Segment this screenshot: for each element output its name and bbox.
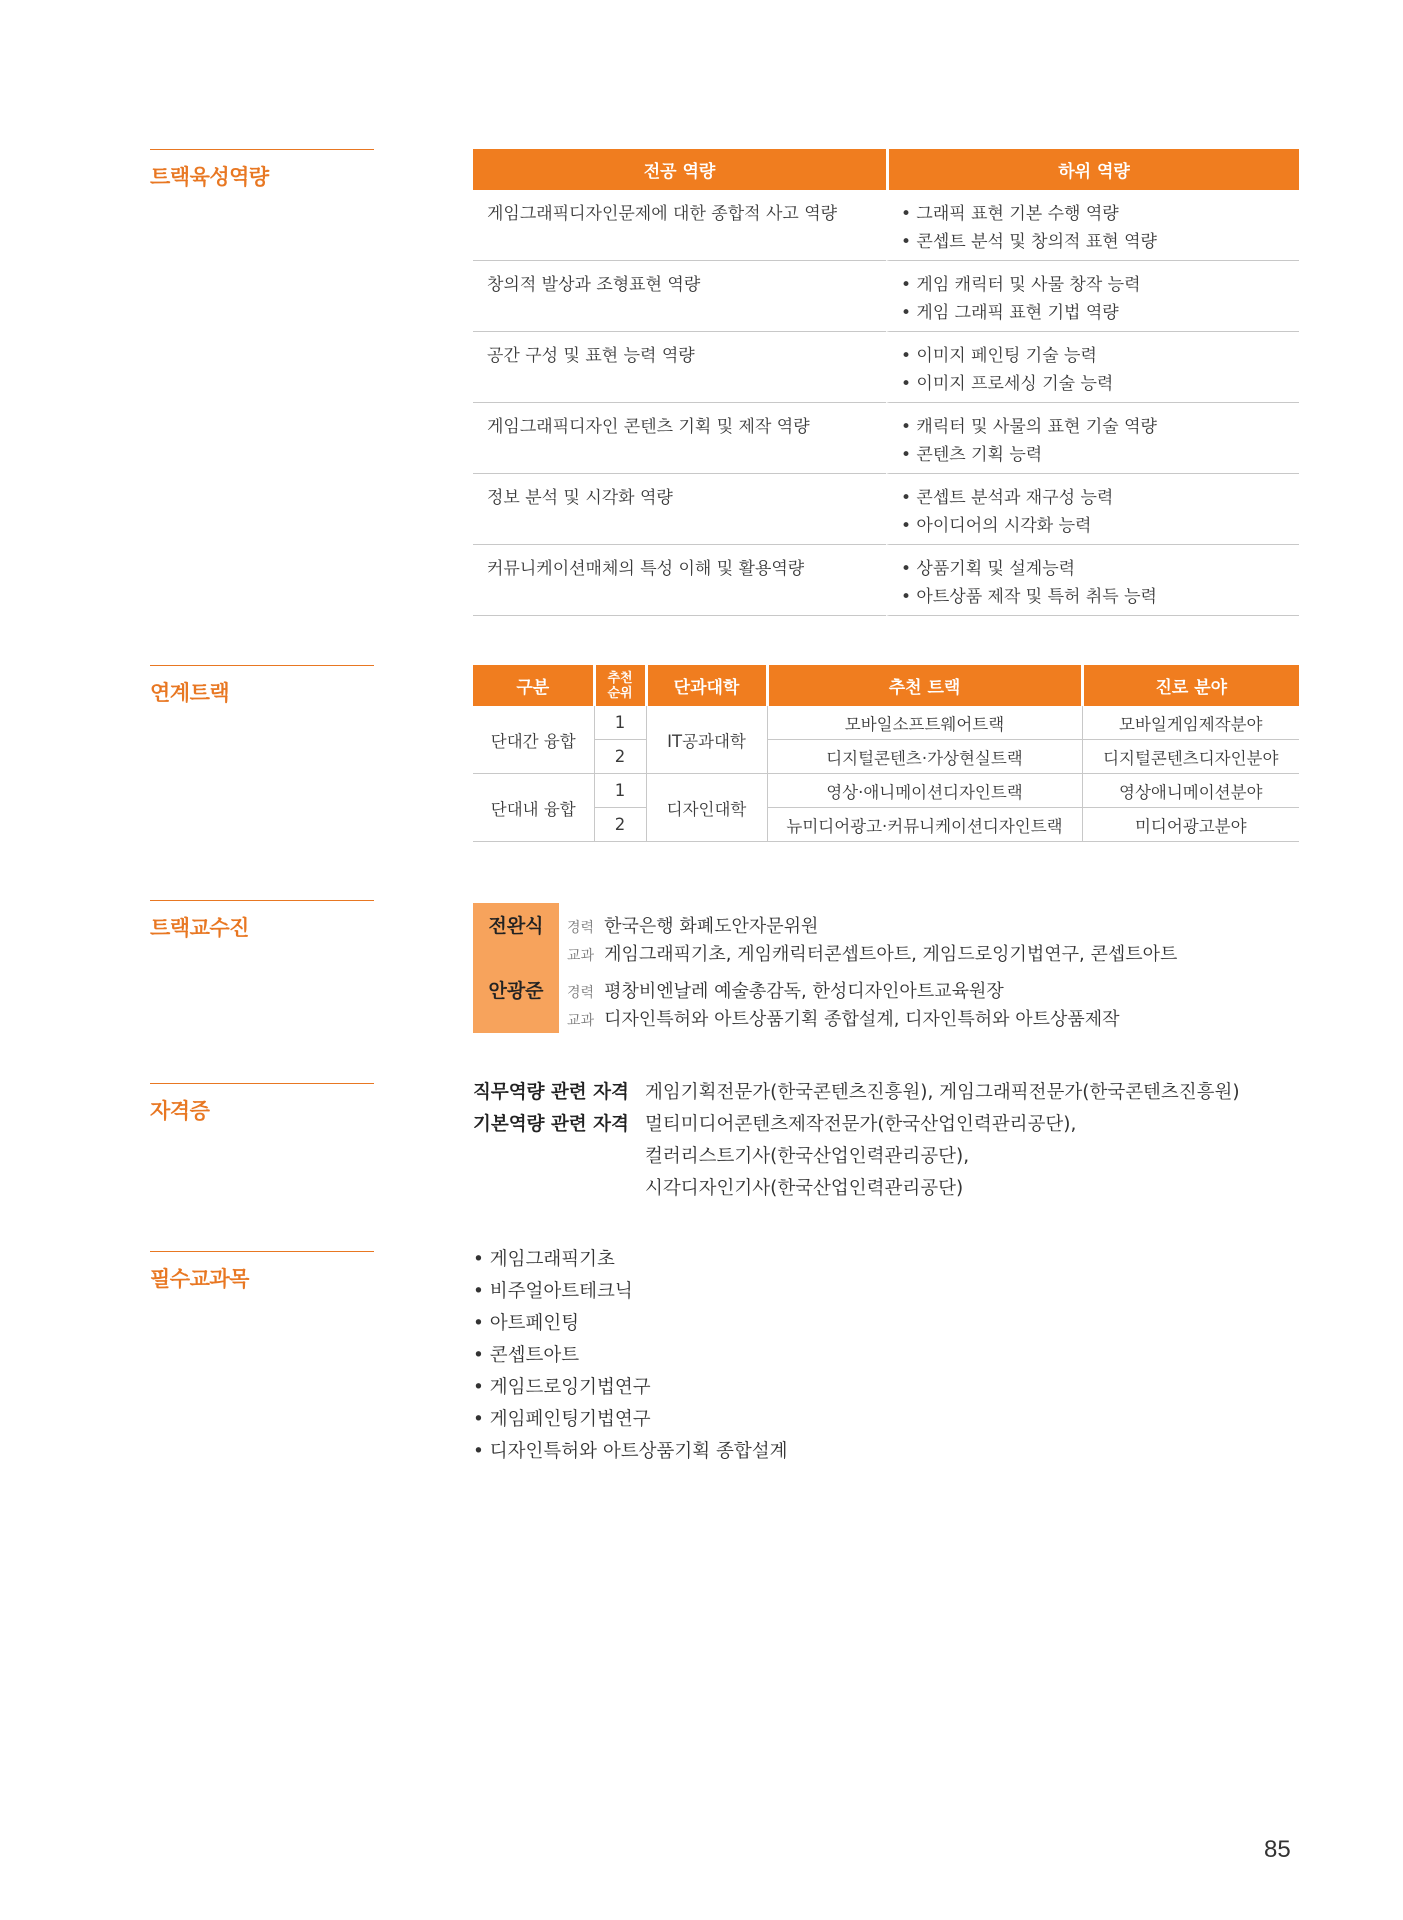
page-number: 85 <box>1264 1836 1291 1863</box>
sub-competency-item: • 콘텐츠 기획 능력 <box>901 445 1043 465</box>
track-name: 영상·애니메이션디자인트랙 <box>767 774 1082 808</box>
sub-competency-item: • 콘셉트 분석 및 창의적 표현 역량 <box>901 232 1157 252</box>
basic-certificate-value: 멀티미디어콘텐츠제작전문가(한국산업인력관리공단), <box>645 1114 1077 1135</box>
track-name: 디지털콘텐츠·가상현실트랙 <box>767 740 1082 774</box>
faculty-career-line <box>567 977 1004 1003</box>
certificate-block <box>473 1078 1299 1208</box>
header-career-field: 진로 분야 <box>1082 665 1299 706</box>
job-certificate-label: 직무역량 관련 자격 <box>473 1082 629 1103</box>
rank: 1 <box>594 706 646 740</box>
sub-competency-item: • 캐릭터 및 사물의 표현 기술 역량 <box>901 417 1157 437</box>
sub-competency <box>886 545 1299 616</box>
fusion-type: 단대간 융합 <box>473 706 594 774</box>
faculty-name: 안광준 <box>488 980 544 1002</box>
section-title-required-courses: 필수교과목 <box>150 1251 374 1293</box>
rank: 2 <box>594 808 646 842</box>
table-row <box>473 261 1299 332</box>
header-major-competency: 전공 역량 <box>473 149 886 190</box>
competency-header-row <box>473 149 1299 190</box>
sub-competency <box>886 474 1299 545</box>
list-item: • 콘셉트아트 <box>473 1345 580 1366</box>
required-course-list <box>473 1244 1299 1468</box>
linked-header-row <box>473 665 1299 706</box>
track-name: 뉴미디어광고·커뮤니케이션디자인트랙 <box>767 808 1082 842</box>
header-type: 구분 <box>473 665 594 706</box>
competency-table-wrap <box>473 149 1299 616</box>
header-rank <box>594 665 646 706</box>
table-row <box>473 403 1299 474</box>
job-certificate-row <box>473 1078 1240 1104</box>
job-certificate-value: 게임기획전문가(한국콘텐츠진흥원), 게임그래픽전문가(한국콘텐츠진흥원) <box>645 1082 1240 1103</box>
major-competency: 창의적 발상과 조형표현 역량 <box>473 261 886 332</box>
career-tag: 경력 <box>567 985 595 1001</box>
basic-certificate-row <box>473 1110 1077 1136</box>
faculty-course-line <box>567 1005 1120 1031</box>
header-recommended-track: 추천 트랙 <box>767 665 1082 706</box>
list-item: • 게임드로잉기법연구 <box>473 1377 651 1398</box>
career-tag: 경력 <box>567 920 595 936</box>
table-row <box>473 190 1299 261</box>
faculty-course-line <box>567 940 1177 966</box>
sub-competency-item: • 아트상품 제작 및 특허 취득 능력 <box>901 587 1157 607</box>
faculty-courses: 디자인특허와 아트상품기획 종합설계, 디자인특허와 아트상품제작 <box>604 1009 1120 1030</box>
faculty-block <box>473 903 1299 1033</box>
college: 디자인대학 <box>646 774 767 842</box>
faculty-courses: 게임그래픽기초, 게임캐릭터콘셉트아트, 게임드로잉기법연구, 콘셉트아트 <box>604 944 1178 965</box>
table-row <box>473 740 1299 774</box>
list-item: • 아트페인팅 <box>473 1313 580 1334</box>
list-item: • 디자인특허와 아트상품기획 종합설계 <box>473 1441 788 1462</box>
sub-competency-item: • 이미지 프로세싱 기술 능력 <box>901 374 1114 394</box>
list-item: • 비주얼아트테크닉 <box>473 1281 633 1302</box>
major-competency: 공간 구성 및 표현 능력 역량 <box>473 332 886 403</box>
header-rank-line2: 순위 <box>607 685 633 701</box>
sub-competency-item: • 게임 그래픽 표현 기법 역량 <box>901 303 1119 323</box>
sub-competency-item: • 상품기획 및 설계능력 <box>901 559 1076 579</box>
faculty-career: 평창비엔날레 예술총감독, 한성디자인아트교육원장 <box>604 981 1004 1002</box>
header-sub-competency: 하위 역량 <box>886 149 1299 190</box>
faculty-career: 한국은행 화폐도안자문위원 <box>604 916 819 937</box>
rank: 1 <box>594 774 646 808</box>
header-college: 단과대학 <box>646 665 767 706</box>
sub-competency-item: • 아이디어의 시각화 능력 <box>901 516 1092 536</box>
career-field: 모바일게임제작분야 <box>1082 706 1299 740</box>
section-title-faculty: 트랙교수진 <box>150 900 374 942</box>
major-competency: 정보 분석 및 시각화 역량 <box>473 474 886 545</box>
sub-competency-item: • 그래픽 표현 기본 수행 역량 <box>901 204 1119 224</box>
linked-track-table <box>473 665 1299 842</box>
section-title-linked-track: 연계트랙 <box>150 665 374 707</box>
competency-table <box>473 149 1299 616</box>
basic-certificate-value: 컬러리스트기사(한국산업인력관리공단), <box>645 1146 970 1167</box>
basic-certificate-label: 기본역량 관련 자격 <box>473 1114 629 1135</box>
sub-competency <box>886 190 1299 261</box>
linked-track-table-wrap <box>473 665 1299 842</box>
table-row <box>473 332 1299 403</box>
table-row <box>473 808 1299 842</box>
table-row <box>473 706 1299 740</box>
sub-competency <box>886 403 1299 474</box>
college: IT공과대학 <box>646 706 767 774</box>
header-rank-line1: 추천 <box>607 670 633 686</box>
major-competency: 커뮤니케이션매체의 특성 이해 및 활용역량 <box>473 545 886 616</box>
list-item: • 게임그래픽기초 <box>473 1249 615 1270</box>
course-tag: 교과 <box>567 1013 595 1029</box>
table-row <box>473 474 1299 545</box>
track-name: 모바일소프트웨어트랙 <box>767 706 1082 740</box>
sub-competency <box>886 261 1299 332</box>
basic-certificate-value: 시각디자인기사(한국산업인력관리공단) <box>645 1178 964 1199</box>
course-tag: 교과 <box>567 948 595 964</box>
career-field: 영상애니메이션분야 <box>1082 774 1299 808</box>
list-item: • 게임페인팅기법연구 <box>473 1409 651 1430</box>
faculty-career-line <box>567 912 818 938</box>
faculty-name: 전완식 <box>488 915 544 937</box>
table-row <box>473 545 1299 616</box>
rank: 2 <box>594 740 646 774</box>
career-field: 디지털콘텐츠디자인분야 <box>1082 740 1299 774</box>
section-title-certificate: 자격증 <box>150 1083 374 1125</box>
sub-competency-item: • 콘셉트 분석과 재구성 능력 <box>901 488 1114 508</box>
sub-competency-item: • 게임 캐릭터 및 사물 창작 능력 <box>901 275 1141 295</box>
fusion-type: 단대내 융합 <box>473 774 594 842</box>
table-row <box>473 774 1299 808</box>
sub-competency <box>886 332 1299 403</box>
major-competency: 게임그래픽디자인 콘텐츠 기획 및 제작 역량 <box>473 403 886 474</box>
career-field: 미디어광고분야 <box>1082 808 1299 842</box>
sub-competency-item: • 이미지 페인팅 기술 능력 <box>901 346 1097 366</box>
section-title-competency: 트랙육성역량 <box>150 149 374 191</box>
major-competency: 게임그래픽디자인문제에 대한 종합적 사고 역량 <box>473 190 886 261</box>
